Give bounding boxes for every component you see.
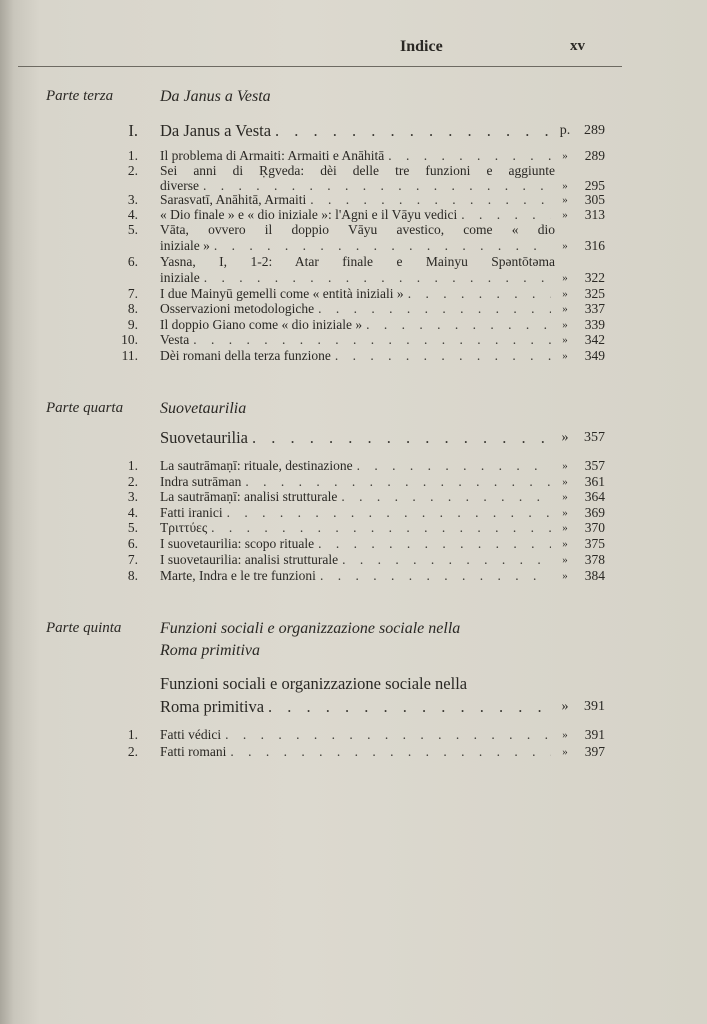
dot-leader <box>204 270 551 286</box>
toc-entry <box>100 270 605 286</box>
entry-title: « Dio finale » e « dio iniziale »: l'Agni e il Vāyu vedici <box>160 207 458 222</box>
entry-page: 342 <box>584 332 605 347</box>
ditto-mark: » <box>562 460 568 472</box>
entry-title: Vesta <box>160 332 190 347</box>
dot-leader <box>225 727 551 743</box>
entry-title: iniziale <box>160 270 200 285</box>
entry-title: Indra sutrāman <box>160 474 242 489</box>
entry-text-line <box>160 192 605 208</box>
ditto-mark: » <box>562 570 568 582</box>
entry-title: Il doppio Giano come « dio iniziale » <box>160 317 363 332</box>
entry-page: 325 <box>584 286 605 301</box>
entry-title: Fatti védici <box>160 727 222 742</box>
dot-leader <box>245 474 551 490</box>
chapter-heading <box>100 428 605 448</box>
dot-leader <box>268 697 551 717</box>
entry-number: 3. <box>127 192 138 207</box>
toc-entry <box>100 192 605 208</box>
entry-text-line <box>160 301 605 317</box>
part-label: Parte quinta <box>46 620 122 636</box>
entry-text-line <box>160 428 605 448</box>
entry-number: 9. <box>127 317 138 332</box>
toc-entry <box>100 505 605 521</box>
entry-page: 391 <box>584 699 605 714</box>
ditto-mark: » <box>562 150 568 162</box>
chapter-heading <box>100 121 605 141</box>
part-label: Parte quarta <box>46 400 124 416</box>
toc-entry <box>100 568 605 584</box>
ditto-mark: » <box>561 430 569 445</box>
dot-leader <box>366 317 551 333</box>
ditto-mark: » <box>562 319 568 331</box>
toc-entry <box>100 552 605 568</box>
entry-text-line <box>160 697 605 717</box>
entry-title: I suovetaurilia: analisi strutturale <box>160 552 339 567</box>
toc-entry <box>100 317 605 333</box>
entry-page: 295 <box>584 178 605 193</box>
toc-entry <box>100 222 605 238</box>
ditto-mark: p. <box>559 123 571 138</box>
entry-title: Il problema di Armaiti: Armaiti e Anāhitā <box>160 148 385 163</box>
toc-entry <box>100 744 605 760</box>
entry-number: 6. <box>127 254 138 269</box>
dot-leader <box>214 238 551 254</box>
entry-text-line <box>160 148 605 164</box>
ditto-mark: » <box>562 746 568 758</box>
ditto-mark: » <box>562 303 568 315</box>
entry-text-line <box>160 552 605 568</box>
ditto-mark: » <box>562 194 568 206</box>
dot-leader <box>357 458 551 474</box>
ditto-mark: » <box>562 180 568 192</box>
toc-entry <box>100 536 605 552</box>
entry-title: diverse <box>160 178 199 193</box>
entry-page: 349 <box>584 348 605 363</box>
entry-number: 1. <box>127 458 138 473</box>
entry-page: 378 <box>584 552 605 567</box>
entry-text-line <box>160 222 605 238</box>
entry-text-line <box>160 474 605 490</box>
entry-text-line <box>160 727 605 743</box>
entry-page: 361 <box>584 474 605 489</box>
entry-text-line <box>160 238 605 254</box>
entry-title: Yasna, I, 1-2: Atar finale e Mainyu Spəntōtəma <box>160 254 555 269</box>
ditto-mark: » <box>562 554 568 566</box>
entry-number: 3. <box>127 489 138 504</box>
header-rule <box>18 66 622 67</box>
entry-title: Sarasvatī, Anāhitā, Armaiti <box>160 192 307 207</box>
dot-leader <box>193 332 551 348</box>
toc-entry <box>100 163 605 179</box>
entry-page: 369 <box>584 505 605 520</box>
entry-page: 339 <box>584 317 605 332</box>
entry-page: 313 <box>584 207 605 222</box>
ditto-mark: » <box>562 350 568 362</box>
ditto-mark: » <box>562 209 568 221</box>
toc-entry <box>100 301 605 317</box>
entry-number: 6. <box>127 536 138 551</box>
ditto-mark: » <box>562 507 568 519</box>
entry-title: Vāta, ovvero il doppio Vāyu avestico, come « dio <box>160 222 555 237</box>
toc-entry <box>100 332 605 348</box>
entry-page: 357 <box>584 458 605 473</box>
entry-text-line <box>160 744 605 760</box>
entry-number: 7. <box>127 552 138 567</box>
ditto-mark: » <box>562 522 568 534</box>
entry-number: 4. <box>127 505 138 520</box>
entry-title: I suovetaurilia: scopo rituale <box>160 536 315 551</box>
entry-text-line <box>160 536 605 552</box>
toc-entry <box>100 474 605 490</box>
chapter-heading <box>100 674 605 694</box>
toc-entry <box>100 458 605 474</box>
running-header-title: Indice <box>400 38 443 55</box>
entry-page: 316 <box>584 238 605 253</box>
toc-entry <box>100 727 605 743</box>
entry-text-line <box>160 207 605 223</box>
entry-number: 2. <box>127 474 138 489</box>
entry-number: 10. <box>121 332 138 347</box>
chapter-heading <box>100 697 605 717</box>
entry-title: Fatti romani <box>160 744 227 759</box>
entry-number: 8. <box>127 301 138 316</box>
entry-number: 2. <box>127 163 138 178</box>
ditto-mark: » <box>561 699 569 714</box>
dot-leader <box>275 121 551 141</box>
entry-text-line <box>160 163 605 179</box>
ditto-mark: » <box>562 272 568 284</box>
dot-leader <box>388 148 551 164</box>
ditto-mark: » <box>562 729 568 741</box>
entry-title: iniziale » <box>160 238 210 253</box>
entry-title: Τριττύες <box>160 520 208 535</box>
ditto-mark: » <box>562 491 568 503</box>
part-title: Roma primitiva <box>160 642 260 659</box>
entry-title: Sei anni di Ṛgveda: dèi delle tre funzioni e aggiunte <box>160 163 555 178</box>
dot-leader <box>461 207 551 223</box>
entry-number: 2. <box>127 744 138 759</box>
entry-page: 397 <box>584 744 605 759</box>
entry-number: 5. <box>127 222 138 237</box>
part-label: Parte terza <box>46 88 114 104</box>
toc-entry <box>100 286 605 302</box>
dot-leader <box>320 568 551 584</box>
dot-leader <box>408 286 551 302</box>
ditto-mark: » <box>562 538 568 550</box>
dot-leader <box>211 520 551 536</box>
entry-title: Roma primitiva <box>160 697 265 716</box>
entry-title: I due Mainyū gemelli come « entità iniziali » <box>160 286 404 301</box>
entry-text-line <box>160 489 605 505</box>
entry-page: 305 <box>584 192 605 207</box>
dot-leader <box>310 192 551 208</box>
ditto-mark: » <box>562 240 568 252</box>
entry-title: Dèi romani della terza funzione <box>160 348 331 363</box>
entry-title: Da Janus a Vesta <box>160 121 272 140</box>
entry-text-line <box>160 254 605 270</box>
entry-text-line <box>160 286 605 302</box>
entry-title: La sautrāmaṇī: rituale, destinazione <box>160 458 353 473</box>
entry-page: 384 <box>584 568 605 583</box>
entry-page: 289 <box>584 123 605 138</box>
part-title: Suovetaurilia <box>160 400 247 417</box>
entry-title: Marte, Indra e le tre funzioni <box>160 568 316 583</box>
dot-leader <box>318 301 551 317</box>
toc-entry <box>100 489 605 505</box>
ditto-mark: » <box>562 476 568 488</box>
toc-entry <box>100 520 605 536</box>
entry-page: 357 <box>584 430 605 445</box>
toc-entry <box>100 148 605 164</box>
entry-number: 4. <box>127 207 138 222</box>
entry-page: 322 <box>584 270 605 285</box>
toc-entry <box>100 254 605 270</box>
entry-number: 7. <box>127 286 138 301</box>
entry-number: I. <box>128 121 138 140</box>
dot-leader <box>318 536 551 552</box>
dot-leader <box>230 744 551 760</box>
dot-leader <box>342 552 551 568</box>
dot-leader <box>252 428 551 448</box>
part-title: Da Janus a Vesta <box>160 88 271 105</box>
ditto-mark: » <box>562 288 568 300</box>
entry-text-line <box>160 121 605 141</box>
entry-title: La sautrāmaṇī: analisi strutturale <box>160 489 338 504</box>
entry-title: Funzioni sociali e organizzazione sociale nella <box>160 674 468 693</box>
toc-entry <box>100 207 605 223</box>
dot-leader <box>227 505 551 521</box>
entry-number: 5. <box>127 520 138 535</box>
entry-title: Osservazioni metodologiche <box>160 301 315 316</box>
entry-text-line <box>160 505 605 521</box>
entry-text-line <box>160 348 605 364</box>
entry-text-line <box>160 568 605 584</box>
entry-text-line <box>160 317 605 333</box>
entry-number: 11. <box>121 348 138 363</box>
toc-entry <box>100 348 605 364</box>
entry-text-line <box>160 458 605 474</box>
dot-leader <box>335 348 551 364</box>
entry-page: 375 <box>584 536 605 551</box>
entry-number: 1. <box>127 148 138 163</box>
entry-page: 391 <box>584 727 605 742</box>
entry-text-line <box>160 520 605 536</box>
dot-leader <box>341 489 551 505</box>
part-title: Funzioni sociali e organizzazione sociale nella <box>160 620 461 637</box>
entry-title: Fatti iranici <box>160 505 223 520</box>
ditto-mark: » <box>562 334 568 346</box>
entry-page: 337 <box>584 301 605 316</box>
entry-page: 370 <box>584 520 605 535</box>
entry-title: Suovetaurilia <box>160 428 248 447</box>
entry-page: 289 <box>584 148 605 163</box>
entry-page: 364 <box>584 489 605 504</box>
entry-number: 8. <box>127 568 138 583</box>
page-number: xv <box>570 38 585 54</box>
entry-text-line <box>160 270 605 286</box>
entry-number: 1. <box>127 727 138 742</box>
entry-text-line <box>160 332 605 348</box>
toc-entry <box>100 238 605 254</box>
entry-text-line <box>160 674 605 694</box>
